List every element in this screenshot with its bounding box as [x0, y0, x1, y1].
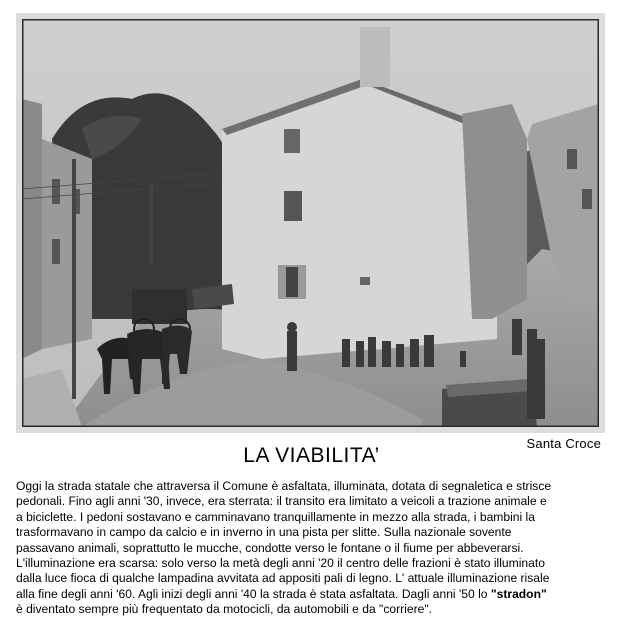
- paragraph-line-text: alla fine degli anni '60. Agli inizi degli anni '40 la strada è stata asfaltata. Dagli anni '50 lo: [16, 586, 488, 601]
- paragraph-line: trasformavano in campo da calcio e in inverno in una pista per slitte. Sulla nazionale sovente: [16, 525, 512, 540]
- historic-street-photo-icon: [22, 19, 599, 427]
- paragraph-line: a biciclette. I pedoni sostavano e camminavano tranquillamente in mezzo alla strada, i bambini la: [16, 509, 535, 524]
- body-paragraph: [16, 479, 607, 618]
- historic-photo: [16, 13, 605, 433]
- page-title: LA VIABILITA’: [243, 444, 380, 467]
- paragraph-line: L'illuminazione era scarsa: solo verso la metà degli anni '20 il centro delle frazioni è stato illuminato: [16, 556, 545, 571]
- bold-term: "stradon": [490, 586, 547, 601]
- paragraph-line-with-bold: [16, 587, 607, 602]
- paragraph-line: pedonali. Fino agli anni '30, invece, era sterrata: il transito era limitato a veicoli a trazione animale e: [16, 494, 547, 509]
- paragraph-line: passavano animali, soprattutto le mucche, condotte verso le fontane o il fiume per abbeverarsi.: [16, 540, 524, 555]
- paragraph-line: Oggi la strada statale che attraversa il Comune è asfaltata, illuminata, dotata di segnaletica e strisce: [16, 479, 552, 493]
- paragraph-last-line: è diventato sempre più frequentato da motocicli, da automobili e da "corriere".: [16, 602, 432, 617]
- photo-caption: Santa Croce: [526, 436, 601, 451]
- paragraph-line: dalla luce fioca di qualche lampadina avvitata ad appositi pali di legno. L' attuale illuminazione risale: [16, 571, 550, 586]
